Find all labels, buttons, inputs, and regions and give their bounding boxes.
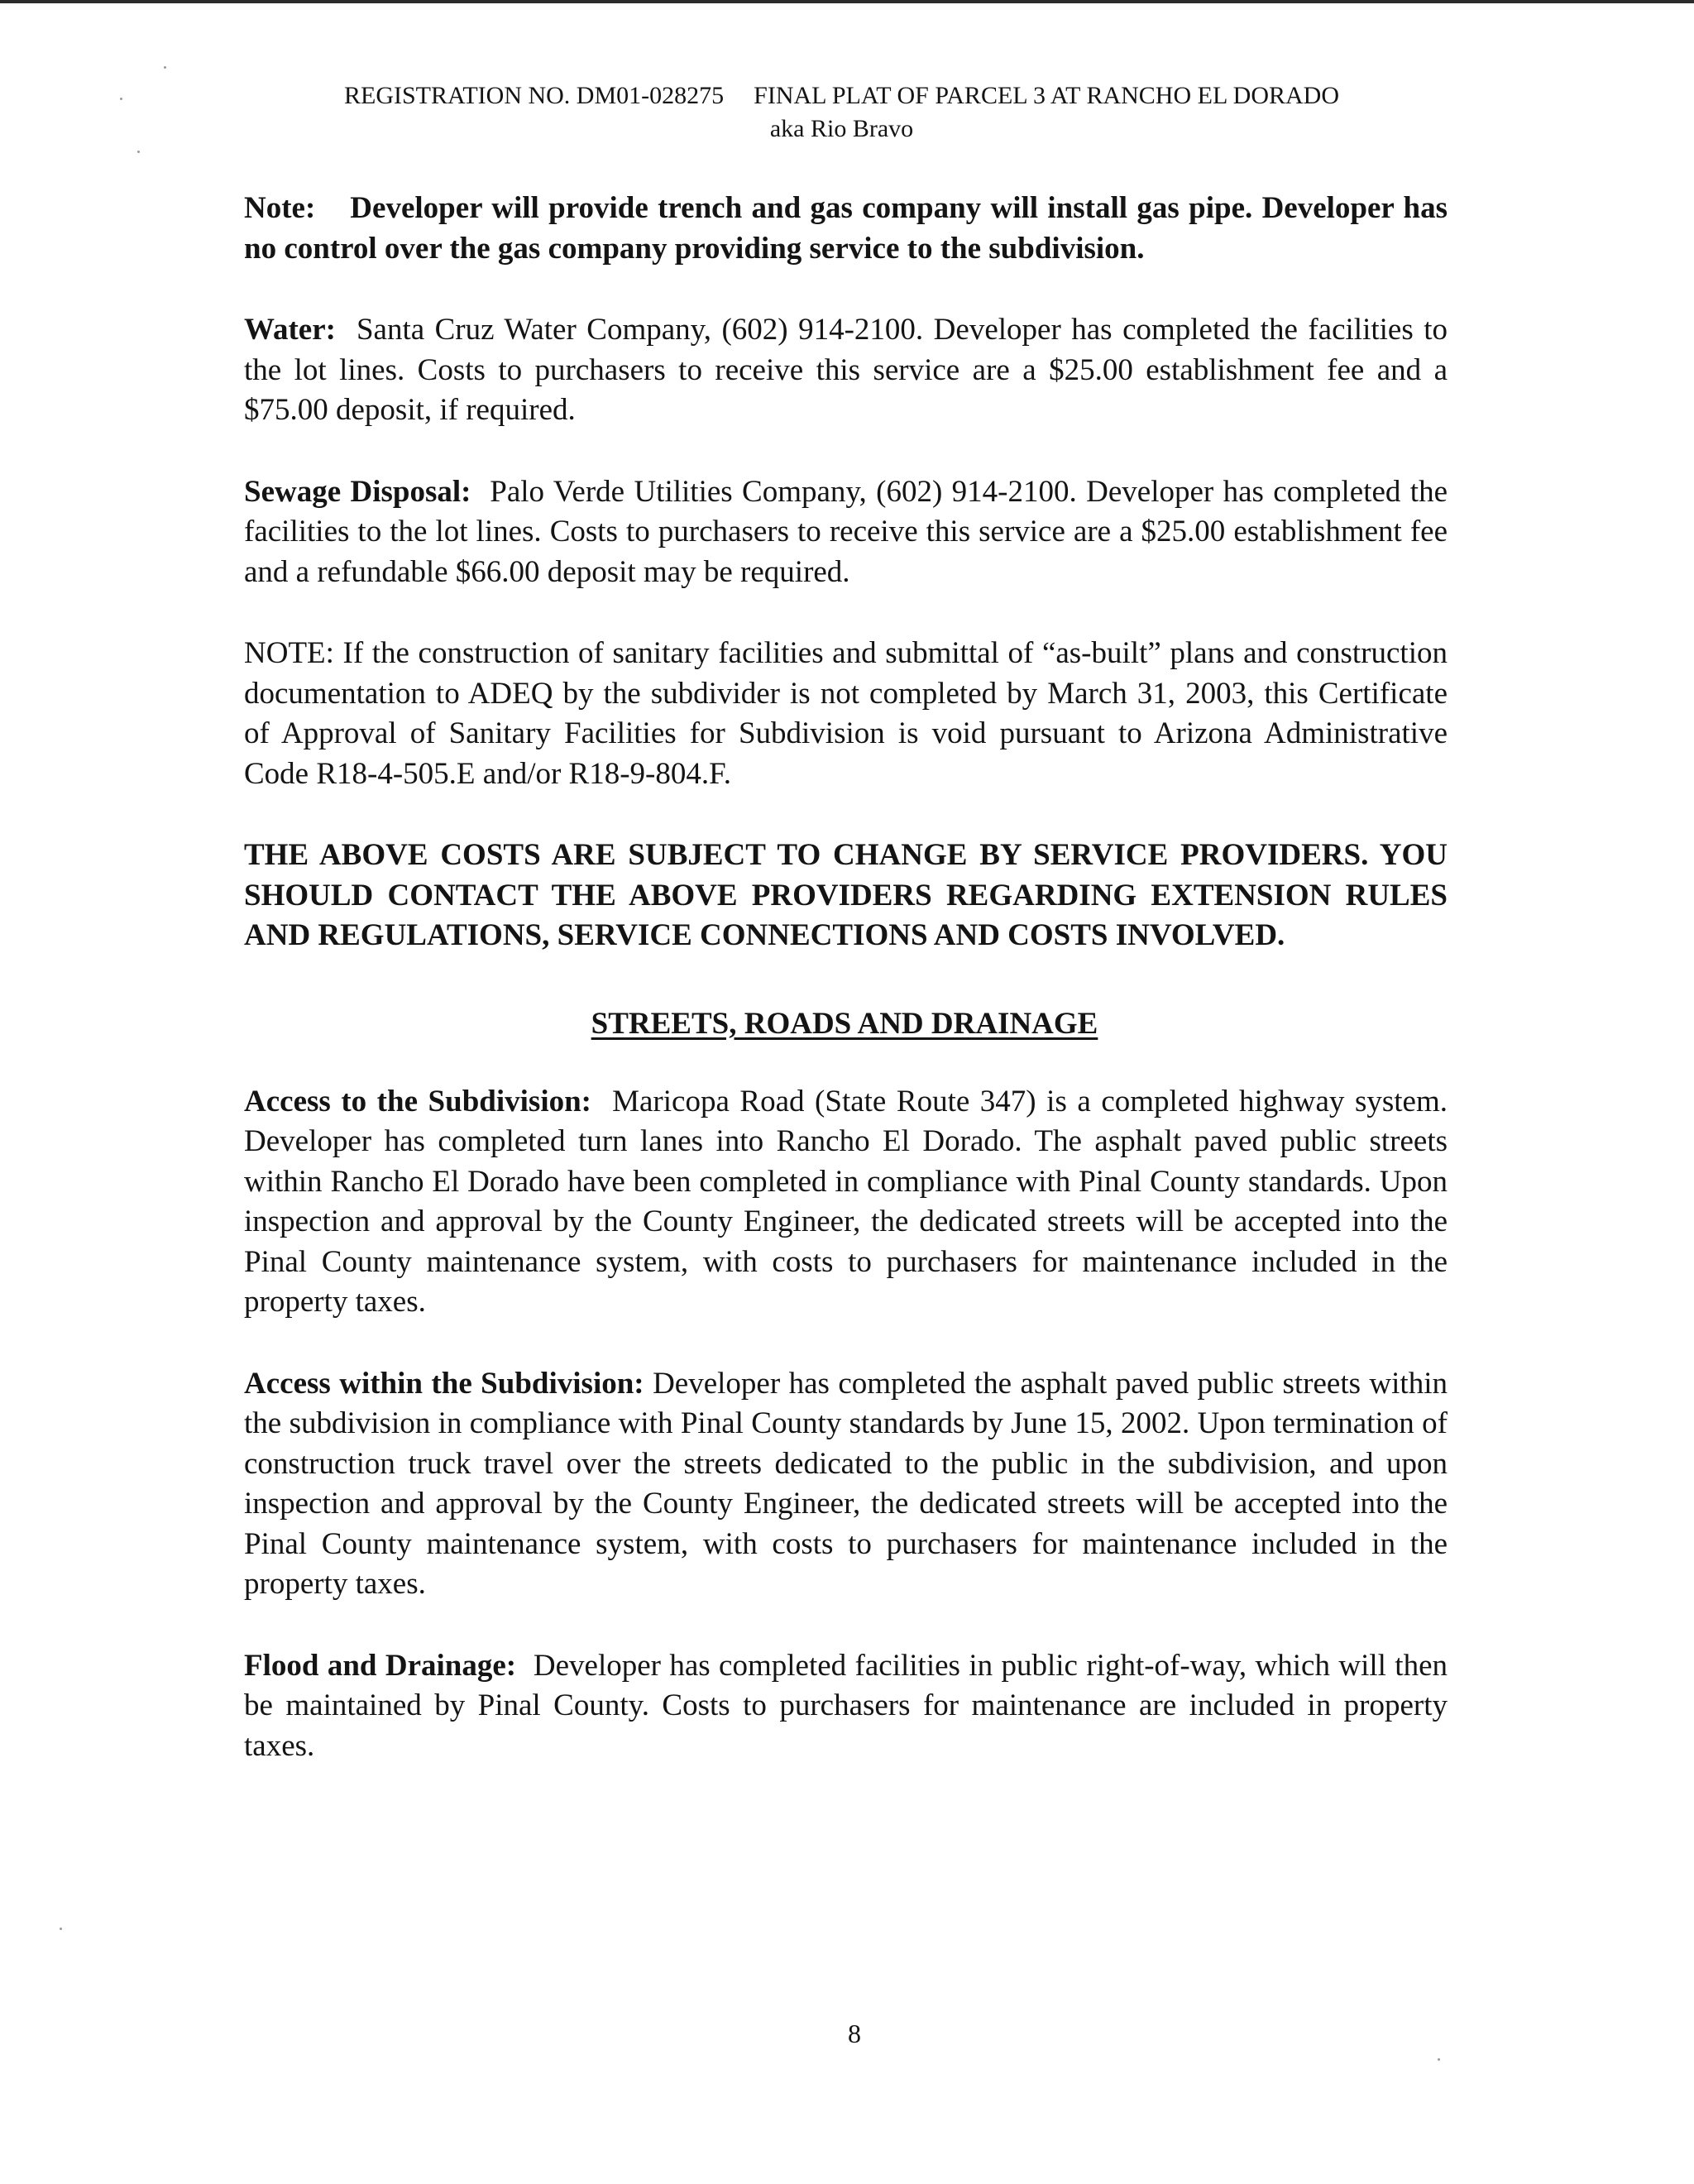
access-to-label: Access to the Subdivision:: [244, 1084, 591, 1118]
gas-note-text: Developer will provide trench and gas company will install gas pipe. Developer has no control over the gas company providing service to the subdivision.: [244, 191, 1448, 266]
scan-speck: [120, 98, 122, 100]
water-paragraph: [244, 310, 1448, 431]
flood-text: Developer has completed facilities in public right-of-way, which will then be maintained by Pinal County. Costs to purchasers for maintenance are included in property taxes.: [244, 1648, 1448, 1763]
gas-note-label: Note:: [244, 191, 316, 225]
flood-label: Flood and Drainage:: [244, 1648, 517, 1683]
scan-speck: [1438, 2058, 1440, 2061]
scan-speck: [164, 66, 166, 69]
plat-title: FINAL PLAT OF PARCEL 3 AT RANCHO EL DORADO: [754, 82, 1340, 109]
gas-note: [244, 189, 1448, 269]
sewage-text: Palo Verde Utilities Company, (602) 914-2100. Developer has completed the facilities to the lot lines. Costs to purchasers to receive this service are a $25.00 establishment fee and a refundable $66.00 deposit may be required.: [244, 474, 1448, 589]
access-within-label: Access within the Subdivision:: [244, 1366, 644, 1401]
access-to-text: Maricopa Road (State Route 347) is a completed highway system. Developer has completed turn lanes into Rancho El Dorado. The asphalt paved public streets within Rancho El Dorado have been completed in compliance with Pinal County standards. Upon inspection and approval by the County Engineer, the dedicated streets will be accepted into the Pinal County maintenance system, with costs to purchasers for maintenance included in the property taxes.: [244, 1084, 1448, 1319]
plat-subtitle: aka Rio Bravo: [769, 115, 914, 142]
access-to-paragraph: [244, 1082, 1448, 1323]
header-line-1: [236, 79, 1448, 113]
sewage-label: Sewage Disposal:: [244, 474, 471, 509]
flood-paragraph: [244, 1646, 1448, 1767]
scan-speck: [60, 1928, 62, 1930]
section-title-streets: STREETS, ROADS AND DRAINAGE: [591, 1006, 1098, 1041]
document-page: [244, 79, 1448, 1766]
water-label: Water:: [244, 313, 336, 347]
access-within-text: Developer has completed the asphalt paved public streets within the subdivision in compliance with Pinal County standards by June 15, 2002. Upon termination of construction truck travel over the streets dedicated to the public in the subdivision, and upon inspection and approval by the County Engineer, the dedicated streets will be accepted into the Pinal County maintenance system, with costs to purchasers for maintenance included in the property taxes.: [244, 1366, 1448, 1601]
scan-top-edge: [0, 0, 1694, 3]
sanitary-note: NOTE: If the construction of sanitary facilities and submittal of “as-built” plans and construction documentation to ADEQ by the subdivider is not completed by March 31, 2003, this Certificate of Approval of Sanitary Facilities for Subdivision is void pursuant to Arizona Administrative Code R18-4-505.E and/or R18-9-804.F.: [244, 636, 1448, 791]
sewage-paragraph: [244, 472, 1448, 593]
access-within-paragraph: [244, 1364, 1448, 1605]
document-header: [236, 79, 1448, 146]
costs-warning: THE ABOVE COSTS ARE SUBJECT TO CHANGE BY SERVICE PROVIDERS. YOU SHOULD CONTACT THE ABOVE PROVIDERS REGARDING EXTENSION RULES AND REGULATIONS, SERVICE CONNECTIONS AND COSTS INVOLVED.: [244, 838, 1448, 952]
registration-number: REGISTRATION NO. DM01-028275: [343, 82, 725, 109]
page-number: 8: [848, 2019, 861, 2048]
scan-speck: [137, 151, 140, 153]
water-text: Santa Cruz Water Company, (602) 914-2100. Developer has completed the facilities to the lot lines. Costs to purchasers to receive this service are a $25.00 establishment fee and a $75.00 deposit, if required.: [244, 313, 1448, 427]
